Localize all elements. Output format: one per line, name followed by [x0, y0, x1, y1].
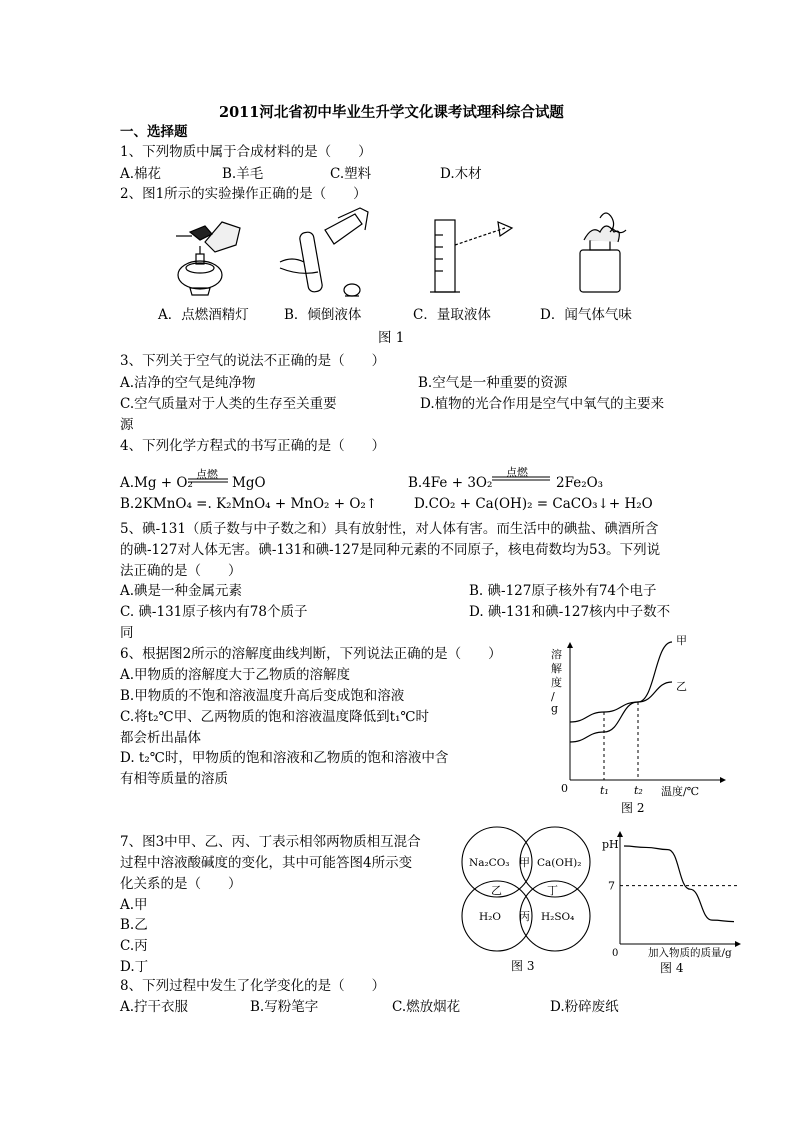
fig1-caption-a: A．点燃酒精灯 — [158, 307, 249, 323]
fig2-series-label-2: 乙 — [676, 680, 687, 693]
q1-option-a: A.棉花 — [120, 166, 162, 182]
fig3-na2co3: Na₂CO₃ — [469, 857, 510, 869]
q7-option-a: A.甲 — [120, 897, 148, 913]
q8-stem: 8、下列过程中发生了化学变化的是（ ） — [120, 978, 386, 994]
q5-line-2: 的碘-127对人体无害。碘-131和碘-127是同种元素的不同原子，核电荷数均为53。下列说 — [120, 542, 661, 558]
fig2-xtick-1: t₁ — [600, 784, 609, 797]
q6-option-b: B.甲物质的不饱和溶液温度升高后变成饱和溶液 — [120, 688, 405, 704]
fig2-series-label-1: 甲 — [676, 634, 687, 647]
fig2-ylabel-5: g — [551, 702, 559, 715]
fig3-h2o: H₂O — [479, 911, 501, 923]
solubility-chart — [545, 634, 725, 815]
q4-condition-a: 点燃 — [196, 468, 218, 481]
fig4-series-ph — [624, 846, 734, 922]
q4-option-b-product: 2Fe₂O₃ — [556, 475, 604, 491]
q5-option-d: D. 碘-131和碘-127核内中子数不 — [469, 604, 671, 620]
figure3-venn — [455, 822, 600, 977]
q3-option-a: A.洁净的空气是纯净物 — [120, 375, 256, 391]
q6-option-d: D. t₂℃时，甲物质的饱和溶液和乙物质的饱和溶液中含 — [120, 750, 449, 766]
q3-option-c: C.空气质量对于人类的生存至关重要 — [120, 396, 337, 412]
fig2-xlabel: 温度/℃ — [661, 785, 700, 798]
q5-option-c: C. 碘-131原子核内有78个质子 — [120, 604, 308, 620]
q4-option-c: B.2KMnO₄ =. K₂MnO₄ + MnO₂ + O₂↑ — [120, 496, 378, 512]
q5-continuation: 同 — [120, 625, 134, 641]
q4-condition-b: 点燃 — [506, 466, 528, 479]
q4-stem: 4、下列化学方程式的书写正确的是（ ） — [120, 438, 386, 454]
q6-option-d-cont: 有相等质量的溶质 — [120, 771, 228, 787]
fig1-caption-b: B．倾倒液体 — [284, 307, 362, 323]
fig3-jia: 甲 — [519, 856, 530, 869]
q3-continuation: 源 — [120, 417, 134, 433]
q6-option-c: C.将t₂℃甲、乙两物质的饱和溶液温度降低到t₁℃时 — [120, 709, 430, 725]
fig3-ding: 丁 — [547, 884, 558, 897]
fig2-ylabel-4: / — [551, 690, 555, 703]
fig4-ytick-7: 7 — [608, 879, 615, 893]
q7-line-3: 化关系的是（ ） — [120, 876, 242, 892]
fig1-label: 图 1 — [378, 330, 405, 346]
q1-option-c: C.塑料 — [330, 166, 372, 182]
fig3-caption: 图 3 — [511, 959, 535, 973]
q3-option-b: B.空气是一种重要的资源 — [418, 375, 568, 391]
fig2-ylabel-1: 溶 — [551, 648, 562, 661]
q6-option-a: A.甲物质的溶解度大于乙物质的溶解度 — [120, 667, 351, 683]
q8-option-d: D.粉碎废纸 — [550, 999, 619, 1015]
q3-stem: 3、下列关于空气的说法不正确的是（ ） — [120, 353, 386, 369]
q7-line-2: 过程中溶液酸碱度的变化，其中可能答图4所示变 — [120, 855, 413, 871]
q6-line-1: 6、根据图2所示的溶解度曲线判断，下列说法正确的是（ ） — [120, 646, 502, 662]
q7-option-c: C.丙 — [120, 938, 148, 954]
exam-title: 2011河北省初中毕业生升学文化课考试理科综合试题 — [219, 104, 564, 121]
fig4-ylabel: pH — [602, 838, 619, 851]
fig3-yi: 乙 — [491, 884, 502, 897]
q2-stem: 2、图1所示的实验操作正确的是（ ） — [120, 186, 367, 202]
q3-option-d: D.植物的光合作用是空气中氧气的主要来 — [420, 396, 665, 412]
q1-stem: 1、下列物质中属于合成材料的是（ ） — [120, 144, 372, 160]
fig1-caption-c: C．量取液体 — [413, 307, 491, 323]
q8-option-c: C.燃放烟花 — [392, 999, 461, 1015]
fig2-origin: 0 — [561, 782, 568, 795]
fig4-title: 图 4 — [660, 961, 684, 975]
q6-option-c-cont: 都会析出晶体 — [120, 730, 201, 746]
q5-line-3: 法正确的是（ ） — [120, 563, 242, 579]
q8-option-b: B.写粉笔字 — [250, 999, 319, 1015]
q4-option-d: D.CO₂ + Ca(OH)₂ = CaCO₃↓+ H₂O — [414, 496, 653, 512]
q8-option-a: A.拧干衣服 — [120, 999, 189, 1015]
q5-option-a: A.碘是一种金属元素 — [120, 583, 243, 599]
fig2-xtick-2: t₂ — [634, 784, 643, 797]
ph-chart — [598, 826, 746, 976]
fig3-h2so4: H₂SO₄ — [541, 911, 575, 923]
q4-option-b: B.4Fe + 3O₂ — [408, 475, 493, 491]
q4-option-a: A.Mg + O₂ — [120, 475, 193, 491]
fig2-title: 图 2 — [621, 801, 645, 815]
q5-option-b: B. 碘-127原子核外有74个电子 — [469, 583, 657, 599]
fig4-xlabel: 加入物质的质量/g — [648, 947, 732, 959]
q1-option-b: B.羊毛 — [222, 166, 264, 182]
q4-option-a-product: MgO — [232, 475, 266, 491]
q7-option-b: B.乙 — [120, 917, 148, 933]
fig3-caoh2: Ca(OH)₂ — [537, 857, 582, 869]
q5-line-1: 5、碘-131（质子数与中子数之和）具有放射性，对人体有害。而生活中的碘盐、碘酒所含 — [120, 521, 659, 537]
section-heading: 一、选择题 — [120, 124, 188, 140]
fig1-caption-d: D．闻气体气味 — [540, 307, 632, 323]
fig2-series-1 — [570, 642, 672, 742]
q1-option-d: D.木材 — [440, 166, 482, 182]
q7-line-1: 7、图3中甲、乙、丙、丁表示相邻两物质相互混合 — [120, 834, 421, 850]
fig3-bing: 丙 — [519, 910, 530, 923]
fig2-ylabel-2: 解 — [551, 662, 562, 675]
q7-option-d: D.丁 — [120, 959, 149, 975]
fig4-origin: 0 — [612, 948, 619, 959]
fig2-ylabel-3: 度 — [551, 676, 562, 689]
